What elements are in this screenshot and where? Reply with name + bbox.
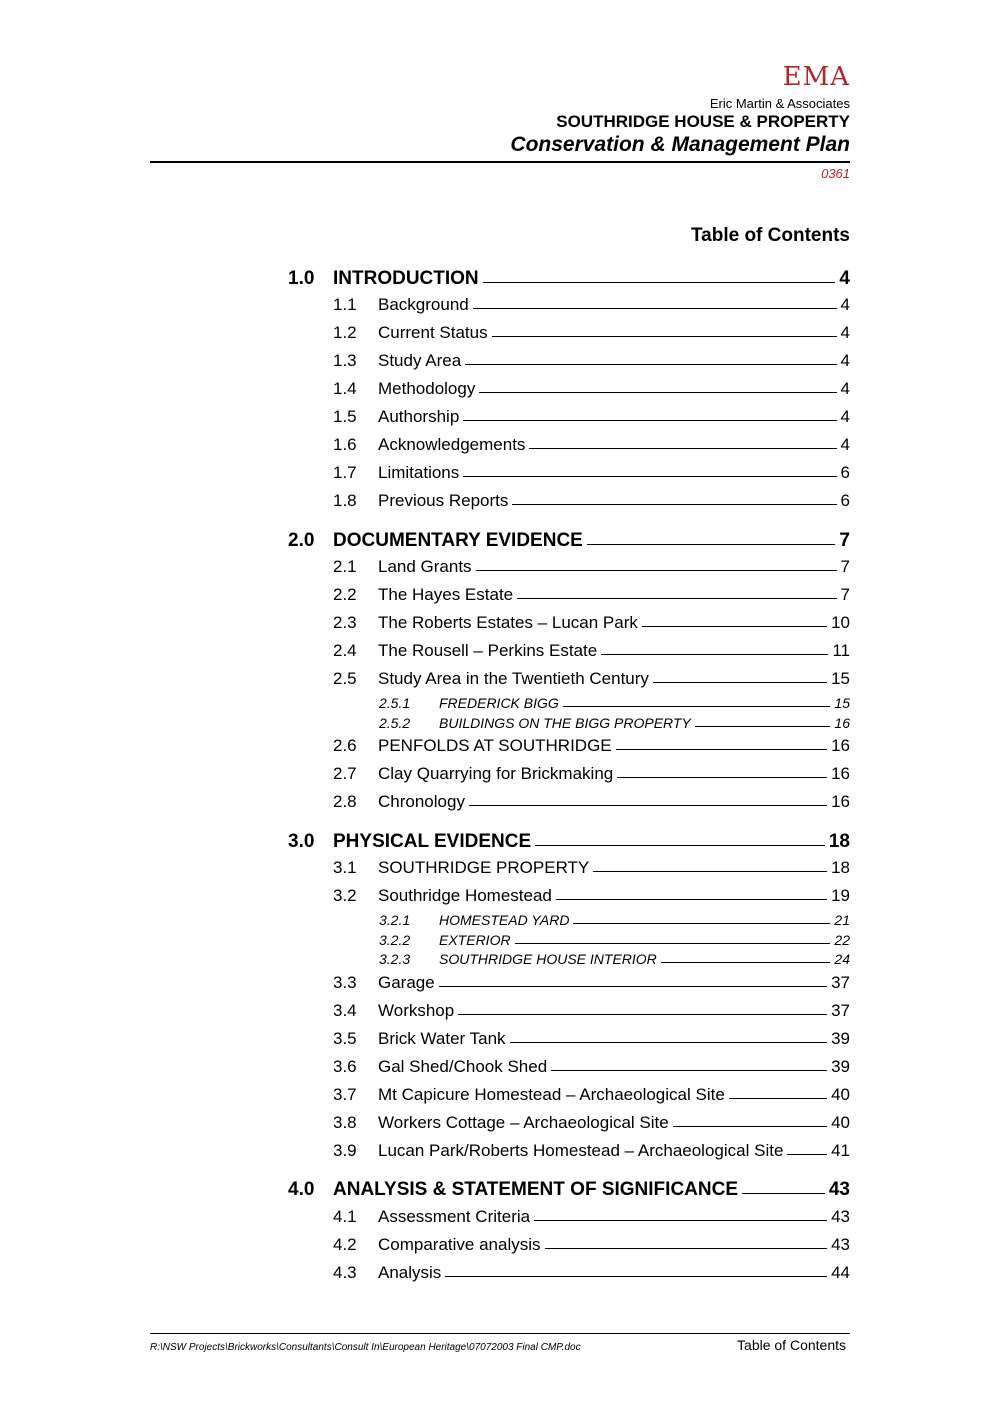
toc-entry-number: 4.0 bbox=[288, 1179, 315, 1201]
toc-entry-number: 4.1 bbox=[333, 1206, 357, 1226]
toc-entry-title: Gal Shed/Chook Shed bbox=[378, 1056, 548, 1076]
toc-entry-page: 16 bbox=[831, 764, 850, 783]
toc-leader-line bbox=[476, 553, 837, 572]
toc-subsection-row bbox=[288, 581, 850, 609]
toc-entry-page: 15 bbox=[831, 669, 850, 688]
toc-entry-page: 11 bbox=[832, 641, 850, 660]
document-header bbox=[510, 62, 850, 158]
toc-entry-number: 3.2.1 bbox=[379, 912, 411, 929]
toc-entry-title: The Hayes Estate bbox=[378, 585, 514, 604]
toc-entry-number: 1.3 bbox=[333, 351, 357, 370]
toc-entry-number: 3.3 bbox=[333, 972, 357, 992]
toc-entry-title: Garage bbox=[378, 972, 435, 992]
toc-leader-line bbox=[529, 431, 836, 450]
toc-entry-title: PENFOLDS AT SOUTHRIDGE bbox=[378, 736, 612, 755]
toc-entry-title: Workshop bbox=[378, 1000, 455, 1020]
toc-entry-page: 40 bbox=[831, 1112, 850, 1132]
footer-file-path: R:\NSW Projects\Brickworks\Consultants\Consult In\European Heritage\07072003 Final CMP.doc bbox=[150, 1342, 581, 1353]
toc-entry-page: 15 bbox=[834, 695, 850, 712]
toc-entry-page: 22 bbox=[834, 931, 850, 948]
toc-subsection-row bbox=[288, 1109, 850, 1137]
toc-leader-line bbox=[510, 1025, 828, 1044]
toc-entry-title: Assessment Criteria bbox=[378, 1206, 531, 1226]
toc-subsubsection-row bbox=[288, 910, 850, 930]
toc-entry-number: 2.1 bbox=[333, 557, 357, 576]
toc-entry-title: The Roberts Estates – Lucan Park bbox=[378, 613, 638, 632]
toc-entry-number: 4.3 bbox=[333, 1262, 357, 1282]
toc-entry-number: 3.9 bbox=[333, 1140, 357, 1160]
toc-leader-line bbox=[534, 1203, 827, 1222]
toc-leader-line bbox=[463, 459, 836, 478]
toc-entry-title: Southridge Homestead bbox=[378, 886, 552, 905]
toc-entry-title: HOMESTEAD YARD bbox=[439, 912, 570, 929]
toc-subsection-row bbox=[288, 609, 850, 637]
toc-entry-number: 3.1 bbox=[333, 858, 357, 877]
toc-entry-title: INTRODUCTION bbox=[333, 267, 479, 289]
toc-entry-page: 10 bbox=[831, 613, 850, 632]
toc-entry-number: 1.6 bbox=[333, 435, 357, 454]
toc-leader-line bbox=[463, 403, 836, 422]
toc-entry-title: Analysis bbox=[378, 1262, 442, 1282]
toc-subsection-row bbox=[288, 375, 850, 403]
toc-entry-page: 4 bbox=[839, 267, 850, 289]
toc-subsection-row bbox=[288, 1231, 850, 1259]
toc-subsection-row bbox=[288, 553, 850, 581]
toc-entry-title: Study Area bbox=[378, 351, 462, 370]
toc-entry-number: 3.7 bbox=[333, 1084, 357, 1104]
toc-entry-page: 4 bbox=[840, 407, 850, 426]
toc-subsection-row bbox=[288, 1203, 850, 1231]
toc-entry-page: 4 bbox=[840, 295, 850, 314]
toc-entry-title: Current Status bbox=[378, 323, 488, 342]
toc-leader-line bbox=[439, 969, 827, 988]
toc-entry-number: 1.0 bbox=[288, 267, 315, 289]
toc-leader-line bbox=[556, 882, 827, 901]
toc-subsection-row bbox=[288, 854, 850, 882]
toc-subsubsection-row bbox=[288, 713, 850, 733]
toc-subsection-row bbox=[288, 788, 850, 816]
toc-leader-line bbox=[512, 487, 836, 506]
toc-entry-number: 1.7 bbox=[333, 463, 357, 482]
toc-entry-number: 3.2.3 bbox=[379, 951, 411, 968]
toc-entry-title: PHYSICAL EVIDENCE bbox=[333, 830, 532, 852]
toc-entry-title: ANALYSIS & STATEMENT OF SIGNIFICANCE bbox=[333, 1179, 739, 1201]
toc-entry-number: 3.5 bbox=[333, 1028, 357, 1048]
toc-entry-page: 16 bbox=[831, 792, 850, 811]
toc-section-row bbox=[288, 826, 850, 854]
toc-entry-number: 4.2 bbox=[333, 1234, 357, 1254]
toc-entry-title: Background bbox=[378, 295, 469, 314]
toc-subsection-row bbox=[288, 347, 850, 375]
toc-entry-title: SOUTHRIDGE PROPERTY bbox=[378, 858, 590, 877]
toc-entry-number: 1.1 bbox=[333, 295, 357, 314]
footer-section-label: Table of Contents bbox=[737, 1337, 846, 1353]
toc-subsection-row bbox=[288, 969, 850, 997]
toc-entry-title: BUILDINGS ON THE BIGG PROPERTY bbox=[439, 714, 691, 731]
toc-leader-line bbox=[617, 760, 827, 779]
toc-entry-number: 3.2.2 bbox=[379, 931, 411, 948]
toc-subsection-row bbox=[288, 291, 850, 319]
toc-leader-line bbox=[601, 637, 828, 656]
property-title: SOUTHRIDGE HOUSE & PROPERTY bbox=[556, 112, 850, 131]
toc-leader-line bbox=[695, 713, 831, 728]
toc-entry-page: 37 bbox=[831, 972, 850, 992]
toc-leader-line bbox=[673, 1109, 827, 1128]
toc-entry-title: Previous Reports bbox=[378, 491, 509, 510]
toc-entry-page: 7 bbox=[839, 529, 850, 551]
toc-subsection-row bbox=[288, 487, 850, 515]
toc-entry-page: 40 bbox=[831, 1084, 850, 1104]
toc-entry-title: Acknowledgements bbox=[378, 435, 526, 454]
toc-leader-line bbox=[445, 1259, 827, 1278]
toc-entry-page: 16 bbox=[834, 714, 850, 731]
toc-entry-number: 2.0 bbox=[288, 529, 315, 551]
toc-leader-line bbox=[469, 788, 827, 807]
toc-entry-page: 43 bbox=[831, 1234, 850, 1254]
toc-leader-line bbox=[593, 854, 827, 873]
toc-leader-line bbox=[742, 1175, 825, 1196]
toc-entry-number: 2.8 bbox=[333, 792, 357, 811]
toc-entry-title: Workers Cottage – Archaeological Site bbox=[378, 1112, 669, 1132]
toc-entry-number: 1.2 bbox=[333, 323, 357, 342]
toc-leader-line bbox=[787, 1137, 827, 1156]
toc-entry-number: 1.5 bbox=[333, 407, 357, 426]
toc-leader-line bbox=[473, 291, 837, 310]
toc-leader-line bbox=[729, 1081, 827, 1100]
toc-subsection-row bbox=[288, 760, 850, 788]
toc-section-row bbox=[288, 263, 850, 291]
toc-entry-number: 3.6 bbox=[333, 1056, 357, 1076]
toc-leader-line bbox=[573, 910, 830, 925]
toc-leader-line bbox=[616, 732, 827, 751]
toc-leader-line bbox=[515, 930, 831, 945]
toc-entry-page: 39 bbox=[831, 1028, 850, 1048]
toc-entry-number: 2.4 bbox=[333, 641, 357, 660]
toc-subsection-row bbox=[288, 637, 850, 665]
toc-entry-title: Mt Capicure Homestead – Archaeological Site bbox=[378, 1084, 725, 1104]
toc-entry-page: 21 bbox=[834, 912, 850, 929]
plan-title: Conservation & Management Plan bbox=[510, 133, 850, 156]
toc-entry-number: 3.0 bbox=[288, 830, 315, 852]
toc-entry-number: 3.8 bbox=[333, 1112, 357, 1132]
toc-entry-title: Chronology bbox=[378, 792, 465, 811]
toc-leader-line bbox=[642, 609, 827, 628]
toc-subsection-row bbox=[288, 732, 850, 760]
toc-entry-number: 3.2 bbox=[333, 886, 357, 905]
toc-leader-line bbox=[483, 263, 836, 284]
footer-rule bbox=[150, 1333, 850, 1334]
toc-entry-page: 4 bbox=[840, 323, 850, 342]
toc-subsubsection-row bbox=[288, 949, 850, 969]
toc-entry-page: 7 bbox=[840, 557, 850, 576]
toc-entry-page: 43 bbox=[828, 1179, 850, 1201]
toc-entry-page: 7 bbox=[840, 585, 850, 604]
firm-logo: EMA bbox=[782, 62, 850, 92]
toc-entry-number: 2.3 bbox=[333, 613, 357, 632]
header-rule bbox=[150, 161, 850, 163]
toc-entry-number: 2.7 bbox=[333, 764, 357, 783]
toc-heading: Table of Contents bbox=[690, 225, 850, 246]
toc-entry-title: SOUTHRIDGE HOUSE INTERIOR bbox=[439, 951, 657, 968]
toc-leader-line bbox=[551, 1053, 827, 1072]
toc-entry-title: Study Area in the Twentieth Century bbox=[378, 669, 649, 688]
toc-subsection-row bbox=[288, 1053, 850, 1081]
toc-entry-page: 44 bbox=[831, 1262, 850, 1282]
toc-entry-number: 1.8 bbox=[333, 491, 357, 510]
toc-entry-title: Authorship bbox=[378, 407, 460, 426]
toc-leader-line bbox=[661, 949, 831, 964]
toc-leader-line bbox=[465, 347, 836, 366]
toc-entry-page: 4 bbox=[840, 379, 850, 398]
job-number: 0361 bbox=[821, 166, 850, 181]
toc-subsubsection-row bbox=[288, 930, 850, 950]
toc-entry-page: 19 bbox=[831, 886, 850, 905]
toc-section-row bbox=[288, 525, 850, 553]
toc-leader-line bbox=[535, 826, 825, 847]
toc-entry-title: Land Grants bbox=[378, 557, 472, 576]
toc-subsection-row bbox=[288, 882, 850, 910]
toc-leader-line bbox=[517, 581, 836, 600]
toc-entry-title: Methodology bbox=[378, 379, 476, 398]
toc-entry-title: Limitations bbox=[378, 463, 460, 482]
toc-entry-title: Brick Water Tank bbox=[378, 1028, 506, 1048]
toc-entry-title: Comparative analysis bbox=[378, 1234, 541, 1254]
toc-entry-page: 6 bbox=[840, 463, 850, 482]
toc-entry-page: 24 bbox=[834, 951, 850, 968]
toc-entry-page: 18 bbox=[828, 830, 850, 852]
toc-entry-title: The Rousell – Perkins Estate bbox=[378, 641, 598, 660]
toc-entry-title: EXTERIOR bbox=[439, 931, 511, 948]
toc-leader-line bbox=[479, 375, 836, 394]
toc-subsubsection-row bbox=[288, 693, 850, 713]
toc-subsection-row bbox=[288, 1137, 850, 1165]
toc-entry-title: Clay Quarrying for Brickmaking bbox=[378, 764, 614, 783]
toc-subsection-row bbox=[288, 1259, 850, 1287]
toc-entry-page: 6 bbox=[840, 491, 850, 510]
toc-entry-page: 4 bbox=[840, 435, 850, 454]
toc-entry-page: 37 bbox=[831, 1000, 850, 1020]
toc-entry-number: 2.5.1 bbox=[379, 695, 411, 712]
toc-subsection-row bbox=[288, 997, 850, 1025]
toc-subsection-row bbox=[288, 459, 850, 487]
toc-entry-title: Lucan Park/Roberts Homestead – Archaeological Site bbox=[378, 1140, 784, 1160]
toc-entry-title: DOCUMENTARY EVIDENCE bbox=[333, 529, 583, 551]
toc-entry-page: 16 bbox=[831, 736, 850, 755]
toc-leader-line bbox=[545, 1231, 828, 1250]
firm-name: Eric Martin & Associates bbox=[709, 96, 850, 111]
toc-entry-number: 1.4 bbox=[333, 379, 357, 398]
toc-subsection-row bbox=[288, 431, 850, 459]
toc-subsection-row bbox=[288, 319, 850, 347]
toc-entry-number: 3.4 bbox=[333, 1000, 357, 1020]
toc-entry-page: 4 bbox=[840, 351, 850, 370]
toc-leader-line bbox=[458, 997, 827, 1016]
toc-entry-number: 2.2 bbox=[333, 585, 357, 604]
toc-subsection-row bbox=[288, 403, 850, 431]
toc-entry-title: FREDERICK BIGG bbox=[439, 695, 559, 712]
toc-subsection-row bbox=[288, 665, 850, 693]
toc-entry-page: 43 bbox=[831, 1206, 850, 1226]
toc-leader-line bbox=[653, 665, 827, 684]
toc-entry-number: 2.6 bbox=[333, 736, 357, 755]
toc-leader-line bbox=[492, 319, 837, 338]
toc-section-row bbox=[288, 1175, 850, 1203]
toc-entry-number: 2.5 bbox=[333, 669, 357, 688]
toc-entry-page: 18 bbox=[831, 858, 850, 877]
toc-entry-page: 39 bbox=[831, 1056, 850, 1076]
toc-leader-line bbox=[563, 693, 831, 708]
table-of-contents bbox=[288, 263, 850, 1287]
toc-leader-line bbox=[587, 525, 836, 546]
toc-entry-page: 41 bbox=[831, 1140, 850, 1160]
toc-subsection-row bbox=[288, 1025, 850, 1053]
toc-entry-number: 2.5.2 bbox=[379, 714, 411, 731]
toc-subsection-row bbox=[288, 1081, 850, 1109]
